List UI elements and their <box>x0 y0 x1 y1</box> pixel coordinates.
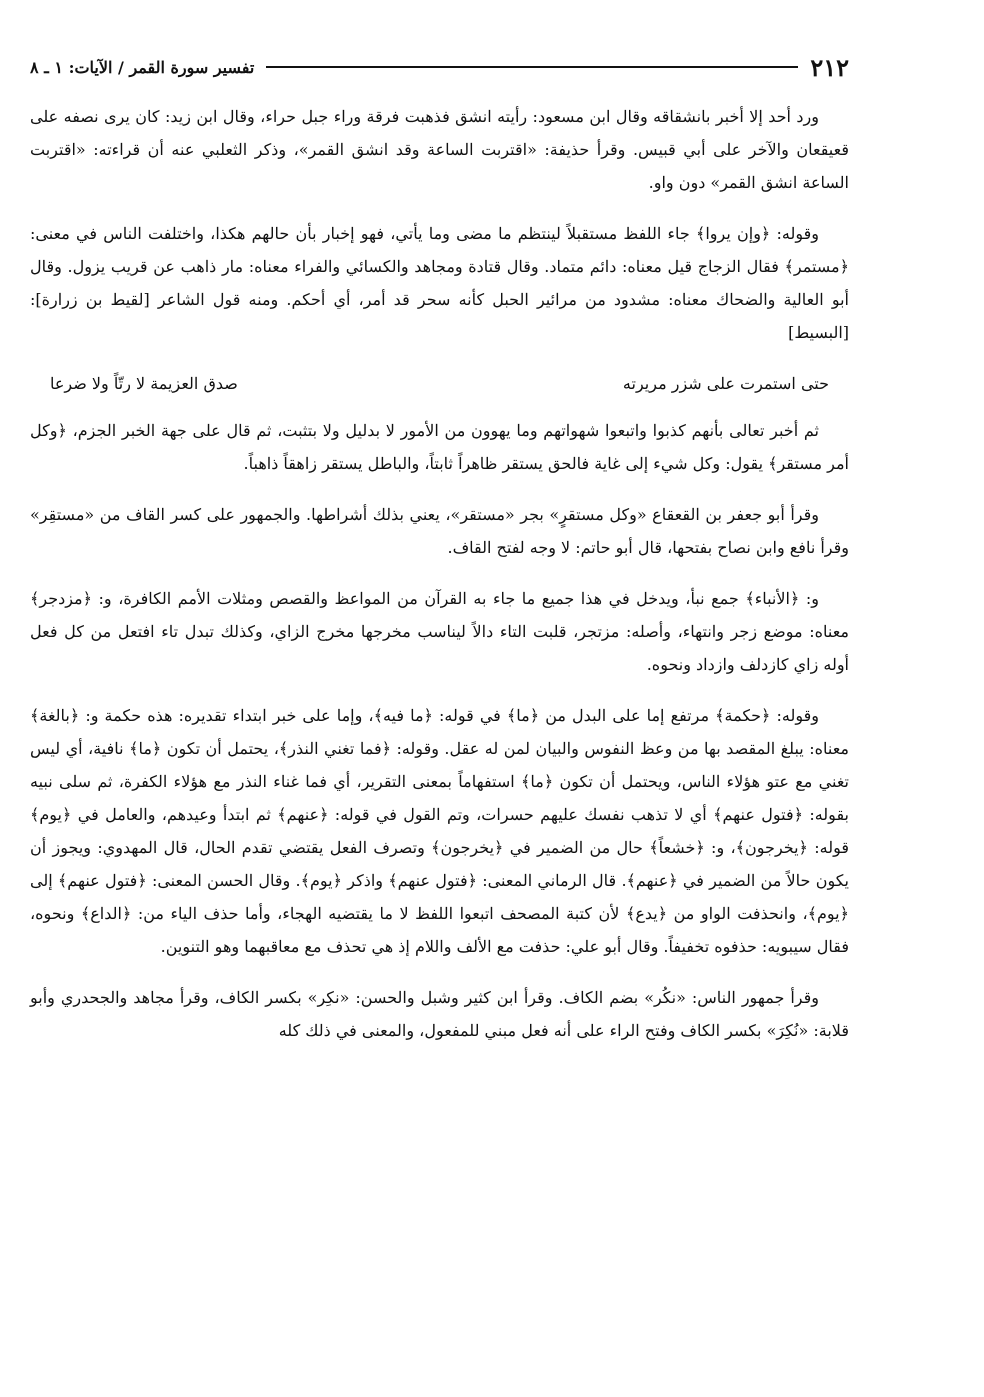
paragraph: وقرأ أبو جعفر بن القعقاع «وكل مستقرٍ» بجر «مستقر»، يعني بذلك أشراطها. والجمهور على كسر القاف من «مستقِر» وقرأ نافع وابن نصاح بفتحها، قال أبو حاتم: لا وجه لفتح القاف. <box>30 505 849 557</box>
paragraph: وقرأ جمهور الناس: «نكُر» بضم الكاف. وقرأ ابن كثير وشبل والحسن: «نكِر» بكسر الكاف، وقرأ مجاهد والجحدري وأبو قلابة: «نُكِرَ» بكسر الكاف وفتح الراء على أنه فعل مبني للمفعول، والمعنى في ذلك كله <box>30 988 849 1040</box>
paragraph: ورد أحد إلا أخبر بانشقاقه وقال ابن مسعود: رأيته انشق فذهبت فرقة وراء جبل حراء، وقال ابن زيد: كان يرى نصفه على قعيقعان والآخر على أبي قبيس. وقرأ حذيفة: «اقتربت الساعة وقد انشق القمر»، وذكر الثعلبي عنه أن قراءته: «اقتربت الساعة انشق القمر» دون واو. <box>30 107 849 192</box>
page-header <box>30 50 849 84</box>
paragraph: وقوله: ﴿حكمة﴾ مرتفع إما على البدل من ﴿ما﴾ في قوله: ﴿ما فيه﴾، وإما على خبر ابتداء تقديره: هذه حكمة و: ﴿بالغة﴾ معناه: يبلغ المقصد بها من وعظ النفوس والبيان لمن له عقل. وقوله: ﴿فما تغني النذر﴾، يحتمل أن تكون ﴿ما﴾ نافية، أي ليس تغني مع عتو هؤلاء الناس، ويحتمل أن تكون ﴿ما﴾ استفهاماً بمعنى التقرير، أي فما غناء النذر مع هؤلاء الكفرة، ثم سلى نبيه بقوله: ﴿فتول عنهم﴾ أي لا تذهب نفسك عليهم حسرات، وتم القول في قوله: ﴿عنهم﴾ ثم ابتدأ وعيدهم، والعامل في ﴿يوم﴾ قوله: ﴿يخرجون﴾، و: ﴿خشعاً﴾ حال من الضمير في ﴿يخرجون﴾ وتصرف الفعل يقتضي تقدم الحال، قال المهدوي: ويجوز أن يكون حالاً من الضمير في ﴿عنهم﴾. قال الرماني المعنى: ﴿فتول عنهم﴾ واذكر ﴿يوم﴾. وقال الحسن المعنى: ﴿فتول عنهم﴾ إلى ﴿يوم﴾، وانحذفت الواو من ﴿يدع﴾ لأن كتبة المصحف اتبعوا اللفظ لا ما يقتضيه الهجاء، وأما حذف الياء من: ﴿الداع﴾ ونحوه، فقال سيبويه: حذفوه تخفيفاً. وقال أبو علي: حذفت مع الألف واللام إذ هي تحذف مع معاقبهما وهو التنوين. <box>30 706 850 956</box>
paragraph: وقوله: ﴿وإن يروا﴾ جاء اللفظ مستقبلاً لينتظم ما مضى وما يأتي، فهو إخبار بأن حالهم هكذا، واختلفت الناس في معنى: ﴿مستمر﴾ فقال الزجاج قيل معناه: دائم متماد. وقال قتادة ومجاهد والكسائي والفراء معناه: مار ذاهب عن قريب يزول. وقال أبو العالية والضحاك معناه: مشدود من مرائير الحبل كأنه سحر قد أمر، أي أحكم. ومنه قول الشاعر [لقيط بن زرارة]: [البسيط] <box>30 224 849 342</box>
paragraph: و: ﴿الأنباء﴾ جمع نبأ، ويدخل في هذا جميع ما جاء به القرآن من المواعظ والقصص ومثلات الأمم الكافرة، و: ﴿مزدجر﴾ معناه: موضع زجر وانتهاء، وأصله: مزتجر، قلبت التاء دالاً ليناسب مخرجها مخرج الزاي، وكذلك تبدل تاء افتعل من كل فعل أوله زاي كازدلف وازداد ونحوه. <box>30 589 849 674</box>
paragraph: ثم أخبر تعالى بأنهم كذبوا واتبعوا شهواتهم وما يهوون من الأمور لا بدليل ولا بتثبت، ثم قال على جهة الخبر الجزم، ﴿وكل أمر مستقر﴾ يقول: وكل شيء إلى غاية فالحق يستقر ظاهراً ثابتاً، والباطل يستقر زاهقاً ذاهباً. <box>30 421 849 473</box>
running-title: تفسير سورة القمر / الآيات: ١ ـ ٨ <box>30 57 255 77</box>
verse-second-half: صدق العزيمة لا رتّاً ولا ضرعا <box>50 374 238 393</box>
poetry-verse <box>50 367 829 400</box>
verse-first-half: حتى استمرت على شزر مريرته <box>622 374 829 393</box>
page-body <box>30 100 849 1065</box>
page-number: ٢١٢ <box>810 52 849 82</box>
header-rule <box>266 66 798 68</box>
